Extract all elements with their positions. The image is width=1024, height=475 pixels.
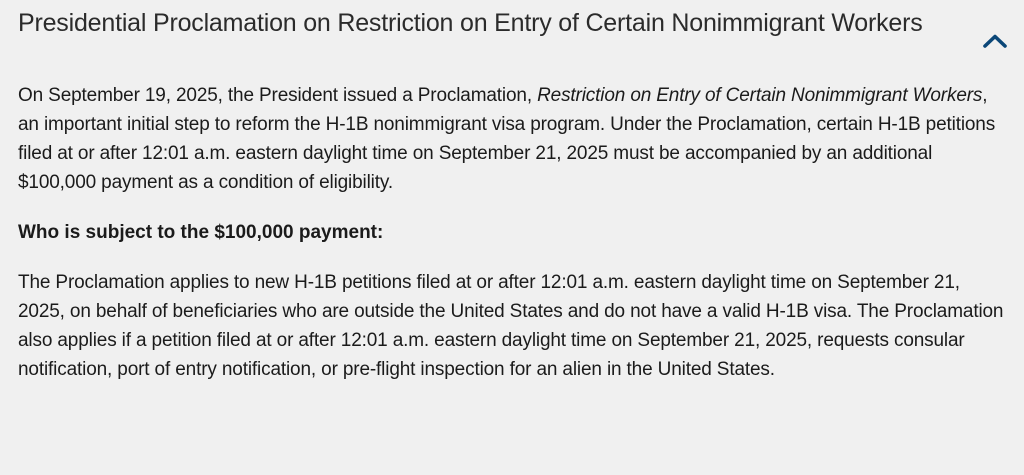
- section-subheading: Who is subject to the $100,000 payment:: [18, 222, 384, 243]
- applicability-paragraph: The Proclamation applies to new H-1B petitions filed at or after 12:01 a.m. eastern daylight time on September 21, 2025, on behalf of beneficiaries who are outside the United States and do not have a valid H-1B visa. The Proclamation also applies if a petition filed at or after 12:01 a.m. eastern daylight time on September 21, 2025, requests consular notification, port of entry notification, or pre-flight inspection for an alien in the United States.: [18, 272, 1004, 380]
- accordion-title[interactable]: Presidential Proclamation on Restriction on Entry of Certain Nonimmigrant Workers: [18, 9, 923, 37]
- accordion-content: [18, 81, 1006, 384]
- chevron-up-icon[interactable]: [978, 24, 1012, 58]
- intro-text-end: , an important initial step to reform the H-1B nonimmigrant visa program. Under the Proclamation, certain H-1B petitions filed at or after 12:01 a.m. eastern daylight time on September 21, 2025 must be accompanied by an additional $100,000 payment as a condition of eligibility.: [18, 85, 996, 193]
- proclamation-title-italic: Restriction on Entry of Certain Nonimmigrant Workers: [537, 85, 983, 106]
- intro-text-start: On September 19, 2025, the President issued a Proclamation,: [18, 85, 538, 106]
- intro-paragraph: [18, 81, 1006, 197]
- accordion-header[interactable]: [18, 0, 1006, 42]
